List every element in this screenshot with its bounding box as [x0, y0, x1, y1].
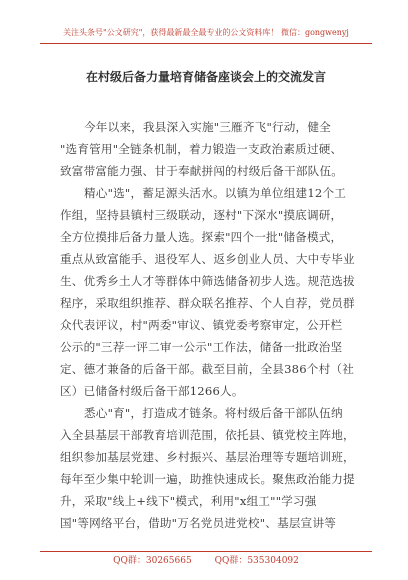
body-line: 组织参加基层党建、乡村振兴、基层治理等专题培训班， — [60, 450, 355, 464]
body-line: 精心"选"，蓄足源头活水。以镇为单位组建12个工 — [84, 186, 347, 200]
body-line: 重点从致富能手、退役军人、返乡创业人员、大中专毕业 — [60, 252, 355, 266]
header-banner: 关注头条号"公文研究"，获得最新最全最专业的公文资料库！ 微信：gongwenyj — [40, 23, 372, 44]
body-line: "选育管用"全链条机制，着力锻造一支政治素质过硬、 — [60, 142, 343, 156]
body-line: 公示的"三荐一评二审一公示"工作法，储备一批政治坚 — [60, 340, 343, 354]
document-body — [60, 116, 360, 534]
body-line: 今年以来，我县深入实施"三雁齐飞"行动，健全 — [84, 120, 331, 134]
body-line: 程序，采取组织推荐、群众联名推荐、个人自荐，党员群 — [60, 296, 355, 310]
footer-banner — [40, 551, 372, 570]
body-line: 作组，坚持县镇村三级联动，逐村"下深水"摸底调研， — [60, 208, 343, 222]
body-line: 国"等网络平台，借助"万名党员进党校"、基层宣讲等 — [60, 516, 337, 530]
body-line: 生、优秀乡土人才等群体中筛选储备初步人选。规范选拔 — [60, 274, 355, 288]
body-line: 全方位摸排后备力量人选。探索"四个一批"储备模式， — [60, 230, 343, 244]
body-line: 入全县基层干部教育培训范围，依托县、镇党校主阵地， — [60, 428, 355, 442]
body-line: 每年至少集中轮训一遍，助推快速成长。聚焦政治能力提 — [60, 472, 355, 486]
body-line: 定、德才兼备的后备干部。截至目前，全县386个村（社 — [60, 362, 354, 376]
body-line: 众代表评议，村"两委"审议、镇党委考察审定，公开栏 — [60, 318, 343, 332]
body-line: 悉心"育"，打造成才链条。将村级后备干部队伍纳 — [84, 406, 343, 420]
body-line: 升，采取"线上+线下"模式，利用"x组工""学习强 — [60, 494, 317, 508]
footer-qq-group-2: QQ群：535304092 — [214, 556, 299, 566]
body-line: 区）已储备村级后备干部1266人。 — [60, 384, 244, 398]
body-line: 致富带富能力强、甘于奉献拼闯的村级后备干部队伍。 — [60, 164, 344, 178]
footer-qq-group-1: QQ群：30265665 — [113, 556, 192, 566]
document-title: 在村级后备力量培育储备座谈会上的交流发言 — [85, 70, 326, 84]
